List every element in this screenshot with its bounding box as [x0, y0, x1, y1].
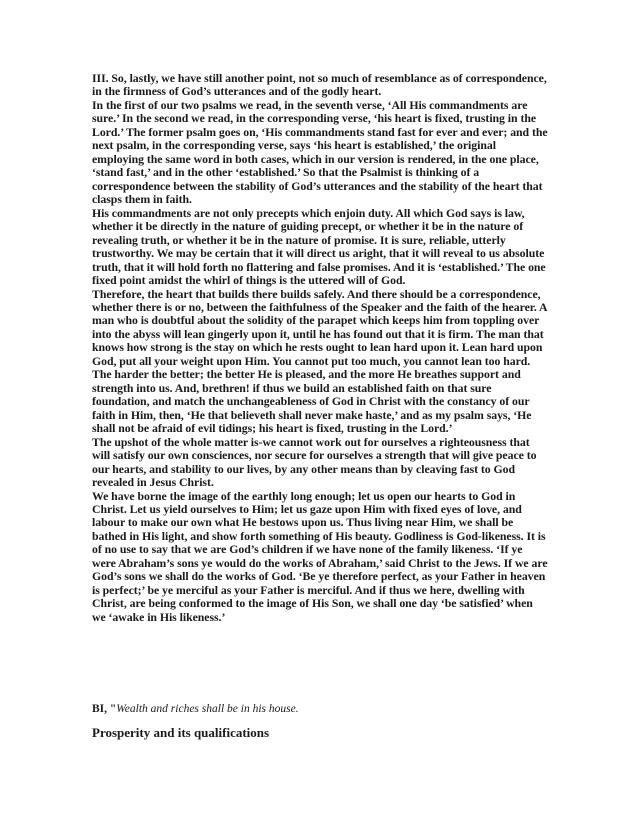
paragraph: III. So, lastly, we have still another point, not so much of resemblance as of correspondence, in the firmness of God’s utterances and of the godly heart.	[92, 71, 547, 99]
section-heading	[92, 703, 548, 715]
subheading: Prosperity and its qualifications	[92, 725, 270, 740]
paragraph: His commandments are not only precepts which enjoin duty. All which God says is law, whether it be directly in the nature of guiding precept, or whether it be in the nature of revealing truth, or whether it be in the nature of promise. It is sure, reliable, utterly trustworthy. We may be certain that it will direct us aright, that it will reveal to us absolute truth, that it will hold forth no flattering and false promises. And it is ‘established.’ The one fixed point amidst the whirl of things is the uttered will of God.	[92, 205, 546, 288]
paragraph: We have borne the image of the earthly long enough; let us open our hearts to God in Christ. Let us yield ourselves to Him; let us gaze upon Him with fixed eyes of love, and labour to make our own what He bestows upon us. Thus living near Him, we shall be bathed in His light, and show forth something of His beauty. Godliness is God-likeness. It is of no use to say that we are God’s children if we have none of the family likeness. ‘If ye were Abraham’s sons ye would do the works of Abraham,’ said Christ to the Jews. If we are God’s sons we shall do the works of God. ‘Be ye therefore perfect, as your Father in heaven is perfect;’ be ye merciful as your Father is merciful. And if thus we here, dwelling with Christ, are being conformed to the image of His Son, we shall one day ‘be satisfied’ when we ‘awake in His likeness.’	[92, 488, 548, 624]
paragraph: In the first of our two psalms we read, in the seventh verse, ‘All His commandments are sure.’ In the second we read, in the corresponding verse, ‘his heart is fixed, trusting in the Lord.’ The former psalm goes on, ‘His commandments stand fast for ever and ever; and the next psalm, in the corresponding verse, says ‘his heart is established,’ the original employing the same word in both cases, which in our version is rendered, in the one place, ‘stand fast,’ and in the other ‘established.’ So that the Psalmist is thinking of a correspondence between the stability of God’s utterances and the stability of the heart that clasps them in faith.	[92, 97, 548, 207]
body-text	[92, 72, 548, 624]
section-lead: BI, "	[92, 703, 117, 715]
section-quote: Wealth and riches shall be in his house.	[116, 703, 299, 715]
paragraph: The upshot of the whole matter is-we cannot work out for ourselves a righteousness that will satisfy our own consciences, nor secure for ourselves a strength that will give peace to our hearts, and stability to our lives, by any other means than by cleaving fast to God revealed in Jesus Christ.	[92, 434, 537, 490]
paragraph: Therefore, the heart that builds there builds safely. And there should be a correspondence, whether there is or no, between the faithfulness of the Speaker and the faith of the hearer. A man who is doubtful about the solidity of the parapet which keeps him from toppling over into the abyss will lean gingerly upon it, until he has found out that it is firm. The man that knows how strong is the stay on which he rests ought to lean hard upon it. Lean hard upon God, put all your weight upon Him. You cannot put too much, you cannot lean too hard. The harder the better; the better He is pleased, and the more He breathes support and strength into us. And, brethren! if thus we build an established faith on that sure foundation, and match the unchangeableness of God in Christ with the constancy of our faith in Him, then, ‘He that believeth shall never make haste,’ and as my psalm says, ‘He shall not be afraid of evil tidings; his heart is fixed, trusting in the Lord.’	[92, 286, 547, 436]
